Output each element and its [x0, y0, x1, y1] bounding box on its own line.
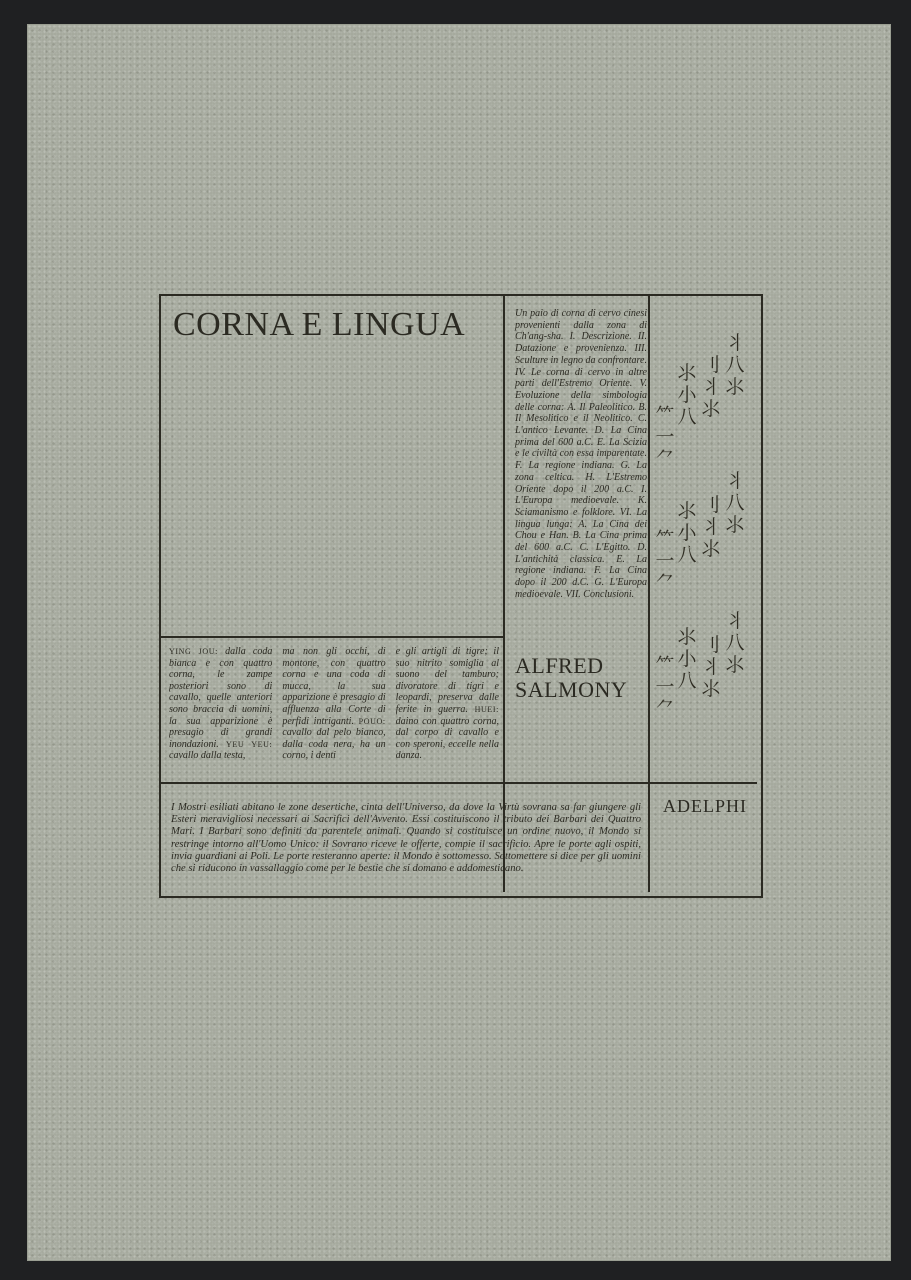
text-column-2 [282, 646, 385, 776]
entry-label: YEU YEU: [225, 739, 273, 749]
glyph-column: ⺉ ⺦ ⺢ [701, 494, 721, 560]
entry-label: HUEI: [474, 704, 499, 714]
glyph-column: ⺦ ⼋ ⺢ [725, 610, 745, 676]
entry-text: cavallo dalla testa, [169, 750, 246, 762]
table-of-contents: Un paio di corna di cervo cinesi provenienti dalla zona di Ch'ang-sha. I. Descrizione. II. Datazione e provenienza. III. Sculture in legno da confrontare. IV. Le corna di cervo in altre parti dell'Estremo Oriente. V. Evoluzione della simbologia delle corna: A. Il Paleolitico. B. Il Mesolitico e il Neolitico. C. L'antico Levante. D. La Cina prima del 600 a.C. E. La Scizia e le civiltà con essa imparentate. F. La regione indiana. G. La zona celtica. H. L'Estremo Oriente dopo il 200 a.C. I. L'Europa medioevale. K. Sciamanismo e folklore. VI. La lingua lunga: A. La Cina dei Chou e Han. B. La Cina prima del 600 a.C. C. L'Egitto. D. L'antichità classica. E. La regione indiana. F. La Cina dopo il 200 d.C. G. L'Europa medioevale. VII. Conclusioni. [515, 308, 647, 600]
author-name [515, 654, 627, 702]
glyph-column: ⺢ ⼩ ⼋ [677, 500, 697, 566]
entry-text: ma non gli occhi, di montone, con quattro corna e una coda di mucca, la sua apparizione è presagio di affluenza alla Corte di perfidi intriganti. [282, 646, 386, 727]
divider-horizontal-lower [161, 782, 757, 784]
entry-label: POUO: [358, 716, 386, 726]
glyph-column: ⺢ ⼩ ⼋ [677, 626, 697, 692]
entry-text: cavallo dal pelo bianco, dalla coda nera, ha un corno, i denti [282, 727, 386, 762]
glyph-column: ⺉ ⺦ ⺢ [701, 354, 721, 420]
author-last-name: SALMONY [515, 677, 628, 702]
blurb-text: I Mostri esiliati abitano le zone desertiche, cinta dell'Universo, da dove la Virtù sovrana sa far giungere gli Esteri meravigliosi necessari ai Sacrifici dell'Avvento. Essi costituiscono il tributo dei Barbari dei Quattro Mari. I Barbari sono definiti da parentele animali. Quando si costituisce un ordine nuovo, il Mondo si restringe intorno all'Uomo Unico: il Sovrano riceve le offerte, compie il sacrificio. Apre le porte agli ospiti, invia guardiani ai Poli. Le porte resteranno aperte: il Mondo è sottomesso. Sottomettere si dice per gli uomini che si riducono in vassallaggio come per le bestie che si domano e addomesticano. [171, 802, 641, 875]
author-first-name: ALFRED [515, 653, 604, 678]
entry-text: dalla coda bianca e con quattro corna, le zampe posteriori sono di cavallo, quelle anteriori sono braccia di uomini, la sua apparizione è presagio di grandi inondazioni. [169, 646, 273, 750]
entry-text: daino con quattro corna, dal corpo di cavallo e con speroni, eccelle nella danza. [395, 715, 499, 762]
glyph-column: ⺉ ⺦ ⺢ [701, 634, 721, 700]
bestiary-text-columns [169, 646, 499, 776]
glyph-column: ⺮ ⼀ ⺈ [655, 404, 675, 470]
glyph-column: ⺮ ⼀ ⺈ [655, 528, 675, 594]
divider-horizontal-middle [161, 636, 503, 638]
text-column-1 [169, 646, 272, 776]
text-column-3 [396, 646, 499, 776]
glyph-column: ⺦ ⼋ ⺢ [725, 332, 745, 398]
book-title: CORNA E LINGUA [173, 306, 466, 343]
glyph-column: ⺦ ⼋ ⺢ [725, 470, 745, 536]
cover-grid-frame [159, 294, 763, 898]
entry-text: e gli artigli di tigre; il suo nitrito somiglia al suono del tamburo; divoratore di tigri e leopardi, preserva dalle ferite in guerra. [395, 646, 499, 715]
glyph-column: ⺮ ⼀ ⺈ [655, 654, 675, 720]
entry-label: YING JOU: [169, 647, 218, 656]
archaic-chinese-characters [653, 300, 753, 780]
book-cover [27, 24, 891, 1261]
publisher-name: ADELPHI [663, 796, 747, 816]
glyph-column: ⺢ ⼩ ⼋ [677, 362, 697, 428]
divider-vertical-right [648, 296, 650, 892]
